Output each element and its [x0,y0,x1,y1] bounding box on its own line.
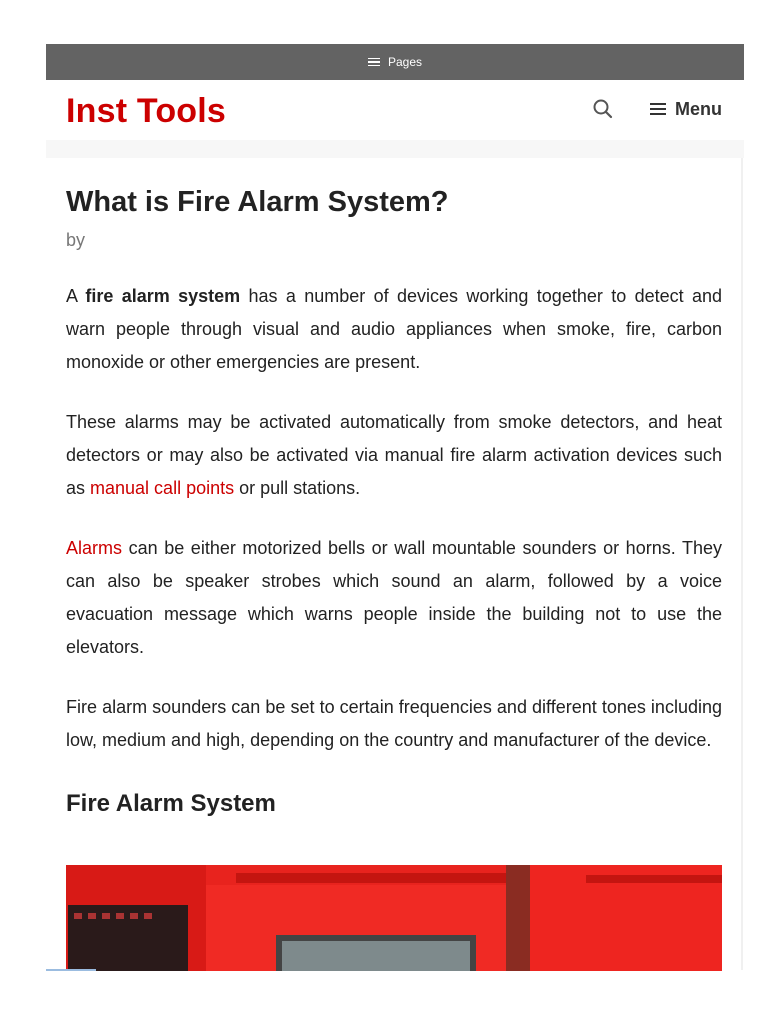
paragraph-1 [66,280,722,379]
content-border [741,158,743,970]
p3-post: can be either motorized bells or wall mountable sounders or horns. They can also be speaker strobes which sound an alarm, followed by a voice evacuation message which warns people inside the building not to use the elevators. [66,538,722,657]
article [66,178,722,824]
menu-button[interactable] [650,98,722,120]
byline: by [66,230,86,250]
search-icon [592,98,614,120]
site-logo[interactable]: Inst Tools [66,92,227,130]
menu-hamburger-icon [650,100,666,118]
p1-bold: fire alarm system [85,286,241,306]
pages-label: Pages [387,55,423,69]
hamburger-icon [368,56,380,69]
fire-alarm-panel-image [66,865,722,971]
p1-pre: A [66,286,86,306]
top-pages-bar[interactable] [46,44,744,80]
p1-post: has a number of devices working together to detect and warn people through visual and audio appliances when smoke, fire, carbon monoxide or other emergencies are present. [66,286,722,372]
paragraph-2 [66,406,722,505]
article-title: What is Fire Alarm System? [66,186,449,218]
scroll-indicator [46,969,96,971]
p2-pre: These alarms may be activated automatically from smoke detectors, and heat detectors or may also be activated via manual fire alarm activation devices such as [66,412,722,498]
site-header [46,80,744,140]
paragraph-3 [66,532,722,664]
section-heading: Fire Alarm System [66,790,276,817]
header-separator [46,140,744,158]
alarms-link[interactable]: Alarms [66,538,123,558]
search-button[interactable] [592,98,614,120]
menu-label: Menu [675,98,722,119]
p2-post: or pull stations. [234,478,361,498]
manual-call-points-link[interactable]: manual call points [90,478,235,498]
paragraph-4: Fire alarm sounders can be set to certain frequencies and different tones including low, medium and high, depending on the country and manufacturer of the device. [66,697,722,750]
